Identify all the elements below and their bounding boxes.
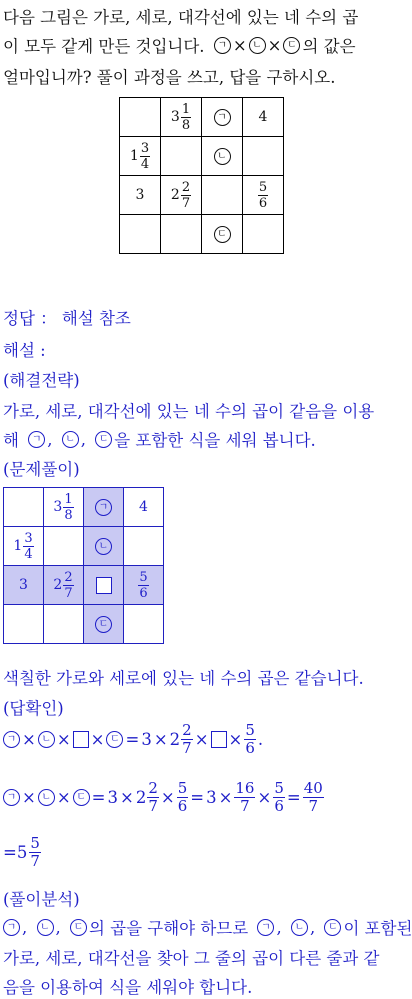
question-text: 이 모두 같게 만든 것입니다. [3,37,205,56]
den: 7 [148,797,158,815]
mark-b-icon: ㄴ [214,148,231,165]
fraction [258,181,268,210]
cell [124,605,164,644]
cell [120,137,161,176]
times-sign: × [22,730,36,749]
period: . [257,730,264,749]
times-sign: × [160,788,175,807]
num: 5 [274,779,284,797]
num: 5 [30,834,40,852]
mark-c-icon: ㄷ [214,226,231,243]
den: 4 [140,156,150,172]
den: 8 [64,507,73,523]
analysis-line-3: 음을 이용하여 식을 세워야 합니다. [3,978,253,997]
cell [202,137,243,176]
whole: 3 [170,109,180,125]
blank-box-icon [96,577,112,594]
strategy-line-2 [3,427,316,451]
mark-c-icon: ㄷ [106,731,123,748]
cell [44,605,84,644]
fraction [140,142,150,171]
cell [243,137,284,176]
number: 3 [206,788,217,807]
mark-a-icon: ㄱ [95,499,112,516]
times-sign: × [56,730,71,749]
whole: 2 [170,187,180,203]
mark-a-icon: ㄱ [257,919,274,936]
number: 3 [141,730,152,749]
den: 8 [181,117,191,133]
fraction [181,103,191,132]
mark-a-icon: ㄱ [28,431,45,448]
cell [4,488,44,527]
highlighted-cell [84,605,124,644]
whole: 2 [169,730,181,749]
num: 2 [181,179,191,195]
comma: , [276,917,282,937]
fraction [138,571,148,600]
equals-sign: = [91,788,106,807]
mark-a-icon: ㄱ [3,919,20,936]
den: 7 [181,195,191,211]
cell [161,176,202,215]
num: 1 [181,101,191,117]
question-line-1: 다음 그림은 가로, 세로, 대각선에 있는 네 수의 곱 [3,8,359,27]
equation-1 [3,723,263,756]
final-result [3,836,41,869]
fraction [63,493,73,522]
cell [161,215,202,254]
cell [124,527,164,566]
mark-b-icon: ㄴ [249,37,266,54]
cell [44,488,84,527]
cell [120,98,161,137]
cell [243,215,284,254]
cell [4,605,44,644]
whole: 2 [135,788,147,807]
mark-c-icon: ㄷ [324,919,341,936]
num: 2 [148,779,158,797]
highlighted-cell [124,566,164,605]
fraction [63,571,73,600]
num: 5 [177,779,188,797]
whole: 3 [53,499,63,515]
equals-sign: = [190,788,205,807]
cell [202,176,243,215]
comma: , [22,917,28,937]
text: 해 [3,431,19,450]
mark-b-icon: ㄴ [62,431,79,448]
num: 1 [64,491,73,507]
cell: 4 [243,98,284,137]
times-sign: × [267,35,282,55]
equation-2 [3,781,324,814]
fraction [273,781,285,814]
blank-box-icon [73,731,89,748]
fraction [29,836,41,869]
cell [202,98,243,137]
highlighted-cell [44,566,84,605]
times-sign: × [228,730,243,749]
highlighted-cell [84,527,124,566]
den: 6 [258,195,268,211]
solution-heading: (문제풀이) [3,460,80,479]
mark-a-icon: ㄱ [3,789,20,806]
times-sign: × [153,730,168,749]
times-sign: × [257,788,272,807]
strategy-heading: (해결전략) [3,371,80,390]
text: 의 곱을 구해야 하므로 [89,919,249,938]
den: 6 [274,797,284,815]
analysis-line-2: 가로, 세로, 대각선을 찾아 그 줄의 곱이 다른 줄과 같 [3,949,380,968]
num: 3 [140,140,150,156]
times-sign: × [90,730,105,749]
blank-box-icon [211,731,227,748]
mark-c-icon: ㄷ [73,789,90,806]
highlighted-cell: 3 [4,566,44,605]
num: 2 [182,721,192,739]
highlighted-cell [84,488,124,527]
den: 7 [30,852,40,870]
den: 6 [245,739,255,757]
question-magic-square [119,97,284,254]
mark-b-icon: ㄴ [38,731,55,748]
solution-magic-square [3,487,164,644]
mark-c-icon: ㄷ [95,431,112,448]
cell [4,527,44,566]
question-text: 의 값은 [302,37,356,56]
times-sign: × [194,730,209,749]
whole: 1 [13,538,23,554]
mark-c-icon: ㄷ [70,919,87,936]
num: 16 [235,779,255,797]
comma: , [55,917,61,937]
text: 이 포함된 [343,919,412,938]
result-prefix: =5 [3,843,28,862]
num: 5 [245,721,255,739]
mixed-number [170,723,193,756]
den: 6 [139,585,148,601]
highlighted-cell [84,566,124,605]
fraction [244,723,256,756]
times-sign: × [232,35,247,55]
cell [161,137,202,176]
equals-sign: = [286,788,301,807]
fraction [147,781,159,814]
den: 7 [182,739,192,757]
den: 7 [308,797,318,815]
comma: , [47,429,53,449]
den: 6 [177,797,188,815]
mark-b-icon: ㄴ [37,919,54,936]
equals-sign: = [125,730,140,749]
fraction [181,723,193,756]
comma: , [80,429,86,449]
cell: 3 [120,176,161,215]
fraction [234,781,255,814]
fraction [23,532,33,561]
times-sign: × [119,788,134,807]
cell [44,527,84,566]
num: 3 [24,530,33,546]
mark-a-icon: ㄱ [3,731,20,748]
mark-c-icon: ㄷ [283,37,300,54]
strategy-line-1: 가로, 세로, 대각선에 있는 네 수의 곱이 같음을 이용 [3,402,375,421]
num: 5 [258,179,268,195]
check-heading: (답확인) [3,699,64,718]
times-sign: × [22,788,36,807]
number: 3 [107,788,118,807]
analysis-line-1 [3,915,412,939]
mark-b-icon: ㄴ [291,919,308,936]
num: 40 [303,779,323,797]
answer-label: 정답 ： 해설 참조 [3,309,131,328]
mark-b-icon: ㄴ [38,789,55,806]
mark-b-icon: ㄴ [95,538,112,555]
whole: 2 [53,577,63,593]
num: 2 [64,569,73,585]
mark-a-icon: ㄱ [214,109,231,126]
fraction [177,781,189,814]
solution-text: 색칠한 가로와 세로에 있는 네 수의 곱은 같습니다. [3,669,364,688]
den: 7 [240,797,250,815]
mixed-number [136,781,159,814]
explanation-label: 해설 : [3,341,46,360]
mark-c-icon: ㄷ [95,616,112,633]
cell [120,215,161,254]
question-line-2 [3,33,356,57]
analysis-heading: (풀이분석) [3,890,80,909]
times-sign: × [56,788,71,807]
mark-a-icon: ㄱ [214,37,231,54]
den: 4 [24,546,33,562]
times-sign: × [218,788,233,807]
den: 7 [64,585,73,601]
num: 5 [139,569,148,585]
cell: 4 [124,488,164,527]
fraction [181,181,191,210]
cell [243,176,284,215]
comma: , [309,917,316,937]
cell [202,215,243,254]
text: 을 포함한 식을 세워 봅니다. [114,431,316,450]
cell [161,98,202,137]
question-line-3: 얼마입니까? 풀이 과정을 쓰고, 답을 구하시오. [3,68,336,87]
fraction [303,781,324,814]
whole: 1 [129,148,139,164]
